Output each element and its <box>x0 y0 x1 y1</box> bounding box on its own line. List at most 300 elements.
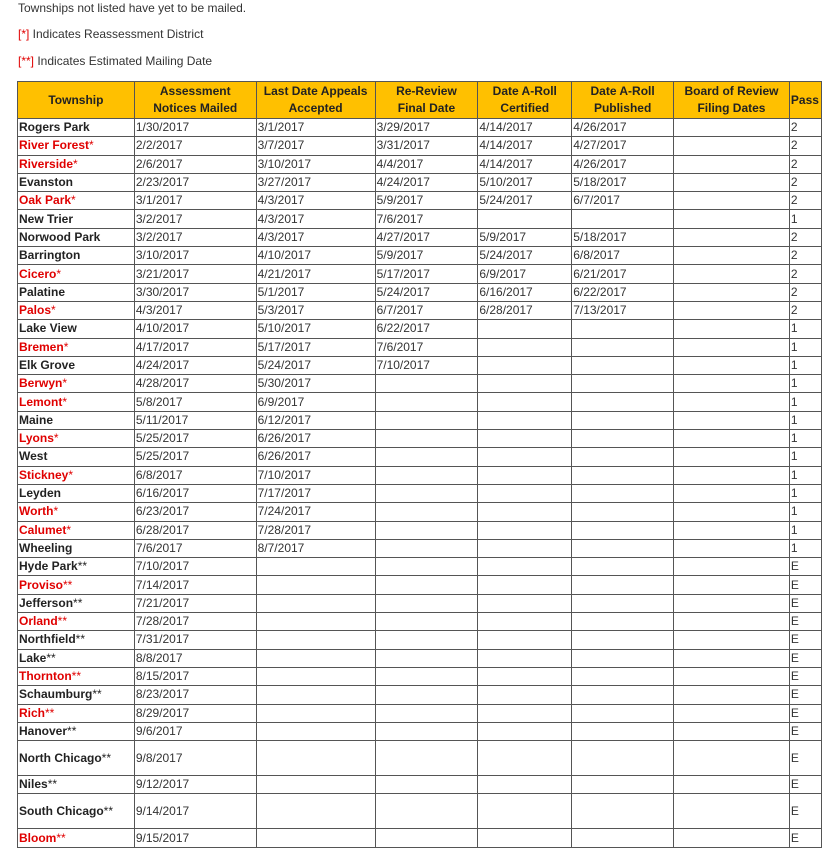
cell-appeals: 3/27/2017 <box>256 173 375 191</box>
cell-bor <box>674 631 790 649</box>
cell-rereview <box>375 776 478 794</box>
cell-rereview <box>375 722 478 740</box>
cell-pass: 1 <box>789 503 821 521</box>
cell-mailed: 9/15/2017 <box>134 829 256 847</box>
cell-published <box>572 576 674 594</box>
cell-appeals: 4/10/2017 <box>256 247 375 265</box>
township-marker: ** <box>92 687 102 702</box>
cell-bor <box>674 228 790 246</box>
cell-certified <box>478 210 572 228</box>
table-row <box>18 338 822 356</box>
cell-certified <box>478 320 572 338</box>
cell-certified: 6/28/2017 <box>478 301 572 319</box>
township-marker: ** <box>71 669 81 684</box>
cell-pass: E <box>789 686 821 704</box>
township-name: Lyons* <box>18 430 135 448</box>
cell-appeals <box>256 594 375 612</box>
cell-appeals: 8/7/2017 <box>256 539 375 557</box>
cell-bor <box>674 704 790 722</box>
header-row <box>18 82 822 119</box>
cell-appeals: 7/28/2017 <box>256 521 375 539</box>
cell-published <box>572 503 674 521</box>
table-row <box>18 649 822 667</box>
cell-rereview <box>375 411 478 429</box>
cell-certified <box>478 741 572 776</box>
township-marker: ** <box>75 632 86 647</box>
township-marker: ** <box>73 595 83 610</box>
township-marker: * <box>89 138 94 153</box>
table-row <box>18 686 822 704</box>
cell-appeals <box>256 776 375 794</box>
cell-bor <box>674 375 790 393</box>
cell-certified <box>478 484 572 502</box>
cell-appeals: 4/21/2017 <box>256 265 375 283</box>
township-marker: * <box>66 522 72 537</box>
cell-certified <box>478 558 572 576</box>
township-name: Cicero* <box>18 265 135 283</box>
cell-mailed: 5/25/2017 <box>134 448 256 466</box>
cell-pass: 1 <box>789 375 821 393</box>
cell-bor <box>674 430 790 448</box>
cell-certified <box>478 722 572 740</box>
cell-appeals <box>256 631 375 649</box>
cell-rereview: 3/31/2017 <box>375 137 478 155</box>
cell-certified: 5/10/2017 <box>478 173 572 191</box>
cell-appeals <box>256 741 375 776</box>
township-name: Rogers Park <box>18 119 135 137</box>
cell-pass: 2 <box>789 301 821 319</box>
cell-bor <box>674 448 790 466</box>
cell-mailed: 9/6/2017 <box>134 722 256 740</box>
cell-certified <box>478 448 572 466</box>
cell-pass: 1 <box>789 411 821 429</box>
township-name: Schaumburg** <box>18 686 135 704</box>
cell-mailed: 9/8/2017 <box>134 741 256 776</box>
cell-published <box>572 741 674 776</box>
cell-rereview <box>375 558 478 576</box>
cell-rereview: 7/10/2017 <box>375 356 478 374</box>
cell-certified: 6/9/2017 <box>478 265 572 283</box>
cell-published <box>572 430 674 448</box>
cell-bor <box>674 539 790 557</box>
table-row <box>18 265 822 283</box>
cell-published <box>572 320 674 338</box>
cell-bor <box>674 466 790 484</box>
cell-pass: 1 <box>789 539 821 557</box>
table-row <box>18 776 822 794</box>
cell-certified <box>478 430 572 448</box>
cell-published <box>572 466 674 484</box>
cell-pass: E <box>789 704 821 722</box>
cell-certified <box>478 466 572 484</box>
township-marker: ** <box>101 750 112 765</box>
cell-pass: E <box>789 576 821 594</box>
township-name: Bremen* <box>18 338 135 356</box>
cell-rereview: 5/17/2017 <box>375 265 478 283</box>
table-row <box>18 228 822 246</box>
mailing-schedule-table <box>17 81 822 848</box>
cell-certified <box>478 829 572 847</box>
table-row <box>18 466 822 484</box>
township-marker: ** <box>57 614 68 629</box>
township-marker: ** <box>46 650 56 665</box>
cell-certified <box>478 338 572 356</box>
cell-appeals: 6/26/2017 <box>256 430 375 448</box>
cell-certified: 4/14/2017 <box>478 119 572 137</box>
table-row <box>18 393 822 411</box>
estimated-marker: [**] <box>18 54 35 68</box>
cell-published <box>572 704 674 722</box>
cell-appeals: 5/3/2017 <box>256 301 375 319</box>
cell-rereview: 5/24/2017 <box>375 283 478 301</box>
cell-pass: 1 <box>789 448 821 466</box>
cell-rereview <box>375 829 478 847</box>
cell-pass: 2 <box>789 173 821 191</box>
cell-published <box>572 356 674 374</box>
cell-bor <box>674 776 790 794</box>
cell-published: 5/18/2017 <box>572 228 674 246</box>
cell-published <box>572 776 674 794</box>
cell-pass: E <box>789 594 821 612</box>
cell-rereview <box>375 521 478 539</box>
cell-rereview <box>375 375 478 393</box>
cell-bor <box>674 356 790 374</box>
township-name: Jefferson** <box>18 594 135 612</box>
cell-appeals: 7/24/2017 <box>256 503 375 521</box>
cell-published <box>572 375 674 393</box>
table-row <box>18 137 822 155</box>
township-name: Calumet* <box>18 521 135 539</box>
cell-published <box>572 411 674 429</box>
table-row <box>18 722 822 740</box>
cell-mailed: 3/10/2017 <box>134 247 256 265</box>
cell-mailed: 8/29/2017 <box>134 704 256 722</box>
township-marker: ** <box>103 803 114 818</box>
cell-published <box>572 686 674 704</box>
cell-certified <box>478 649 572 667</box>
cell-appeals: 6/26/2017 <box>256 448 375 466</box>
cell-mailed: 8/23/2017 <box>134 686 256 704</box>
township-name: Norwood Park <box>18 228 135 246</box>
cell-appeals <box>256 794 375 829</box>
cell-appeals: 6/9/2017 <box>256 393 375 411</box>
table-row <box>18 631 822 649</box>
table-row <box>18 448 822 466</box>
table-row <box>18 320 822 338</box>
table-row <box>18 283 822 301</box>
cell-certified <box>478 503 572 521</box>
township-name: North Chicago** <box>18 741 135 776</box>
township-marker: * <box>56 266 62 281</box>
notes-section <box>0 0 822 80</box>
cell-published <box>572 521 674 539</box>
township-name: Elk Grove <box>18 356 135 374</box>
cell-rereview <box>375 539 478 557</box>
cell-pass: E <box>789 631 821 649</box>
cell-mailed: 2/23/2017 <box>134 173 256 191</box>
cell-mailed: 9/12/2017 <box>134 776 256 794</box>
cell-certified <box>478 776 572 794</box>
cell-certified <box>478 704 572 722</box>
cell-published: 6/7/2017 <box>572 192 674 210</box>
cell-certified <box>478 521 572 539</box>
cell-rereview <box>375 393 478 411</box>
cell-mailed: 4/3/2017 <box>134 301 256 319</box>
cell-published <box>572 667 674 685</box>
cell-pass: 1 <box>789 521 821 539</box>
cell-appeals: 5/24/2017 <box>256 356 375 374</box>
township-name: South Chicago** <box>18 794 135 829</box>
cell-published <box>572 338 674 356</box>
cell-published <box>572 649 674 667</box>
cell-published <box>572 594 674 612</box>
cell-rereview <box>375 649 478 667</box>
cell-certified <box>478 594 572 612</box>
cell-certified: 5/24/2017 <box>478 192 572 210</box>
cell-bor <box>674 265 790 283</box>
cell-mailed: 5/8/2017 <box>134 393 256 411</box>
cell-published <box>572 829 674 847</box>
cell-pass: 1 <box>789 484 821 502</box>
cell-appeals: 3/1/2017 <box>256 119 375 137</box>
township-marker: * <box>63 339 69 354</box>
township-name: River Forest* <box>18 137 135 155</box>
table-row <box>18 192 822 210</box>
cell-appeals <box>256 722 375 740</box>
table-row <box>18 521 822 539</box>
cell-bor <box>674 794 790 829</box>
township-marker: * <box>68 467 74 482</box>
cell-bor <box>674 301 790 319</box>
reassessment-marker: [*] <box>18 27 30 41</box>
header-notices-mailed: Assessment Notices Mailed <box>134 82 256 119</box>
cell-published <box>572 722 674 740</box>
cell-mailed: 6/8/2017 <box>134 466 256 484</box>
cell-published: 4/26/2017 <box>572 119 674 137</box>
cell-bor <box>674 613 790 631</box>
cell-bor <box>674 320 790 338</box>
note-reassessment <box>18 26 822 53</box>
cell-pass: 2 <box>789 283 821 301</box>
cell-published: 6/21/2017 <box>572 265 674 283</box>
cell-rereview: 7/6/2017 <box>375 210 478 228</box>
cell-appeals <box>256 613 375 631</box>
cell-rereview <box>375 794 478 829</box>
cell-pass: 1 <box>789 466 821 484</box>
township-marker: * <box>51 303 56 318</box>
header-appeals-accepted: Last Date Appeals Accepted <box>256 82 375 119</box>
cell-bor <box>674 576 790 594</box>
cell-appeals <box>256 649 375 667</box>
cell-rereview <box>375 484 478 502</box>
township-name: Palos* <box>18 301 135 319</box>
cell-rereview: 6/7/2017 <box>375 301 478 319</box>
cell-appeals: 5/1/2017 <box>256 283 375 301</box>
township-name: Wheeling <box>18 539 135 557</box>
cell-bor <box>674 741 790 776</box>
cell-pass: E <box>789 829 821 847</box>
cell-bor <box>674 686 790 704</box>
table-row <box>18 558 822 576</box>
cell-published <box>572 794 674 829</box>
cell-appeals <box>256 704 375 722</box>
cell-bor <box>674 247 790 265</box>
cell-rereview <box>375 466 478 484</box>
cell-mailed: 7/6/2017 <box>134 539 256 557</box>
cell-rereview <box>375 741 478 776</box>
cell-rereview: 4/4/2017 <box>375 155 478 173</box>
cell-certified <box>478 576 572 594</box>
cell-pass: 1 <box>789 393 821 411</box>
note-not-listed-text: Townships not listed have yet to be mailed. <box>18 1 247 15</box>
cell-pass: E <box>789 722 821 740</box>
cell-certified <box>478 613 572 631</box>
cell-appeals: 3/7/2017 <box>256 137 375 155</box>
cell-published: 4/26/2017 <box>572 155 674 173</box>
cell-bor <box>674 173 790 191</box>
cell-rereview: 7/6/2017 <box>375 338 478 356</box>
township-marker: ** <box>56 830 66 845</box>
cell-appeals <box>256 558 375 576</box>
cell-rereview <box>375 686 478 704</box>
cell-pass: 1 <box>789 430 821 448</box>
township-name: Barrington <box>18 247 135 265</box>
cell-bor <box>674 484 790 502</box>
cell-pass: 2 <box>789 155 821 173</box>
cell-mailed: 3/2/2017 <box>134 210 256 228</box>
header-bor-filing: Board of Review Filing Dates <box>674 82 790 119</box>
cell-mailed: 2/2/2017 <box>134 137 256 155</box>
cell-rereview: 4/27/2017 <box>375 228 478 246</box>
township-marker: * <box>53 504 59 519</box>
cell-certified: 6/16/2017 <box>478 283 572 301</box>
cell-published <box>572 393 674 411</box>
cell-certified <box>478 686 572 704</box>
township-marker: * <box>62 394 68 409</box>
township-marker: * <box>53 431 59 446</box>
cell-certified: 5/24/2017 <box>478 247 572 265</box>
cell-bor <box>674 393 790 411</box>
township-name: Lake View <box>18 320 135 338</box>
table-row <box>18 576 822 594</box>
cell-published: 7/13/2017 <box>572 301 674 319</box>
table-row <box>18 411 822 429</box>
cell-published <box>572 539 674 557</box>
township-name: Bloom** <box>18 829 135 847</box>
cell-certified <box>478 631 572 649</box>
township-marker: ** <box>47 777 58 792</box>
township-name: Niles** <box>18 776 135 794</box>
cell-pass: 1 <box>789 320 821 338</box>
cell-appeals: 6/12/2017 <box>256 411 375 429</box>
township-name: Riverside* <box>18 155 135 173</box>
cell-pass: E <box>789 776 821 794</box>
township-marker: * <box>73 156 78 171</box>
cell-mailed: 3/2/2017 <box>134 228 256 246</box>
cell-pass: 2 <box>789 247 821 265</box>
township-name: Oak Park* <box>18 192 135 210</box>
cell-published: 4/27/2017 <box>572 137 674 155</box>
table-row <box>18 503 822 521</box>
cell-rereview: 5/9/2017 <box>375 247 478 265</box>
cell-bor <box>674 503 790 521</box>
cell-published <box>572 448 674 466</box>
township-marker: ** <box>67 723 77 738</box>
cell-rereview: 3/29/2017 <box>375 119 478 137</box>
table-row <box>18 247 822 265</box>
cell-bor <box>674 119 790 137</box>
cell-mailed: 4/17/2017 <box>134 338 256 356</box>
table-row <box>18 539 822 557</box>
cell-mailed: 3/21/2017 <box>134 265 256 283</box>
cell-pass: E <box>789 667 821 685</box>
cell-bor <box>674 210 790 228</box>
township-marker: ** <box>45 705 55 720</box>
township-marker: * <box>71 193 76 208</box>
cell-appeals: 7/17/2017 <box>256 484 375 502</box>
cell-published: 6/22/2017 <box>572 283 674 301</box>
cell-certified <box>478 667 572 685</box>
cell-rereview <box>375 430 478 448</box>
table-row <box>18 829 822 847</box>
cell-mailed: 5/11/2017 <box>134 411 256 429</box>
township-name: West <box>18 448 135 466</box>
township-marker: ** <box>63 577 73 592</box>
cell-pass: 1 <box>789 338 821 356</box>
cell-bor <box>674 137 790 155</box>
cell-published <box>572 210 674 228</box>
cell-bor <box>674 558 790 576</box>
cell-bor <box>674 521 790 539</box>
table-row <box>18 484 822 502</box>
cell-bor <box>674 667 790 685</box>
cell-pass: 2 <box>789 192 821 210</box>
cell-certified: 4/14/2017 <box>478 137 572 155</box>
cell-bor <box>674 155 790 173</box>
header-aroll-published: Date A-Roll Published <box>572 82 674 119</box>
cell-mailed: 7/31/2017 <box>134 631 256 649</box>
note-estimated <box>18 53 822 80</box>
table-row <box>18 430 822 448</box>
header-aroll-certified: Date A-Roll Certified <box>478 82 572 119</box>
cell-rereview <box>375 594 478 612</box>
cell-mailed: 4/28/2017 <box>134 375 256 393</box>
cell-bor <box>674 722 790 740</box>
township-name: Leyden <box>18 484 135 502</box>
header-rereview-final: Re-Review Final Date <box>375 82 478 119</box>
township-name: Palatine <box>18 283 135 301</box>
cell-pass: E <box>789 649 821 667</box>
cell-certified <box>478 393 572 411</box>
township-name: Berwyn* <box>18 375 135 393</box>
township-name: New Trier <box>18 210 135 228</box>
cell-certified <box>478 411 572 429</box>
cell-appeals: 4/3/2017 <box>256 192 375 210</box>
cell-mailed: 7/10/2017 <box>134 558 256 576</box>
cell-bor <box>674 411 790 429</box>
cell-rereview <box>375 448 478 466</box>
township-name: Stickney* <box>18 466 135 484</box>
cell-rereview <box>375 613 478 631</box>
cell-bor <box>674 338 790 356</box>
cell-pass: E <box>789 794 821 829</box>
cell-mailed: 3/30/2017 <box>134 283 256 301</box>
cell-certified <box>478 375 572 393</box>
cell-appeals <box>256 686 375 704</box>
cell-appeals <box>256 667 375 685</box>
cell-appeals: 5/10/2017 <box>256 320 375 338</box>
cell-appeals: 3/10/2017 <box>256 155 375 173</box>
